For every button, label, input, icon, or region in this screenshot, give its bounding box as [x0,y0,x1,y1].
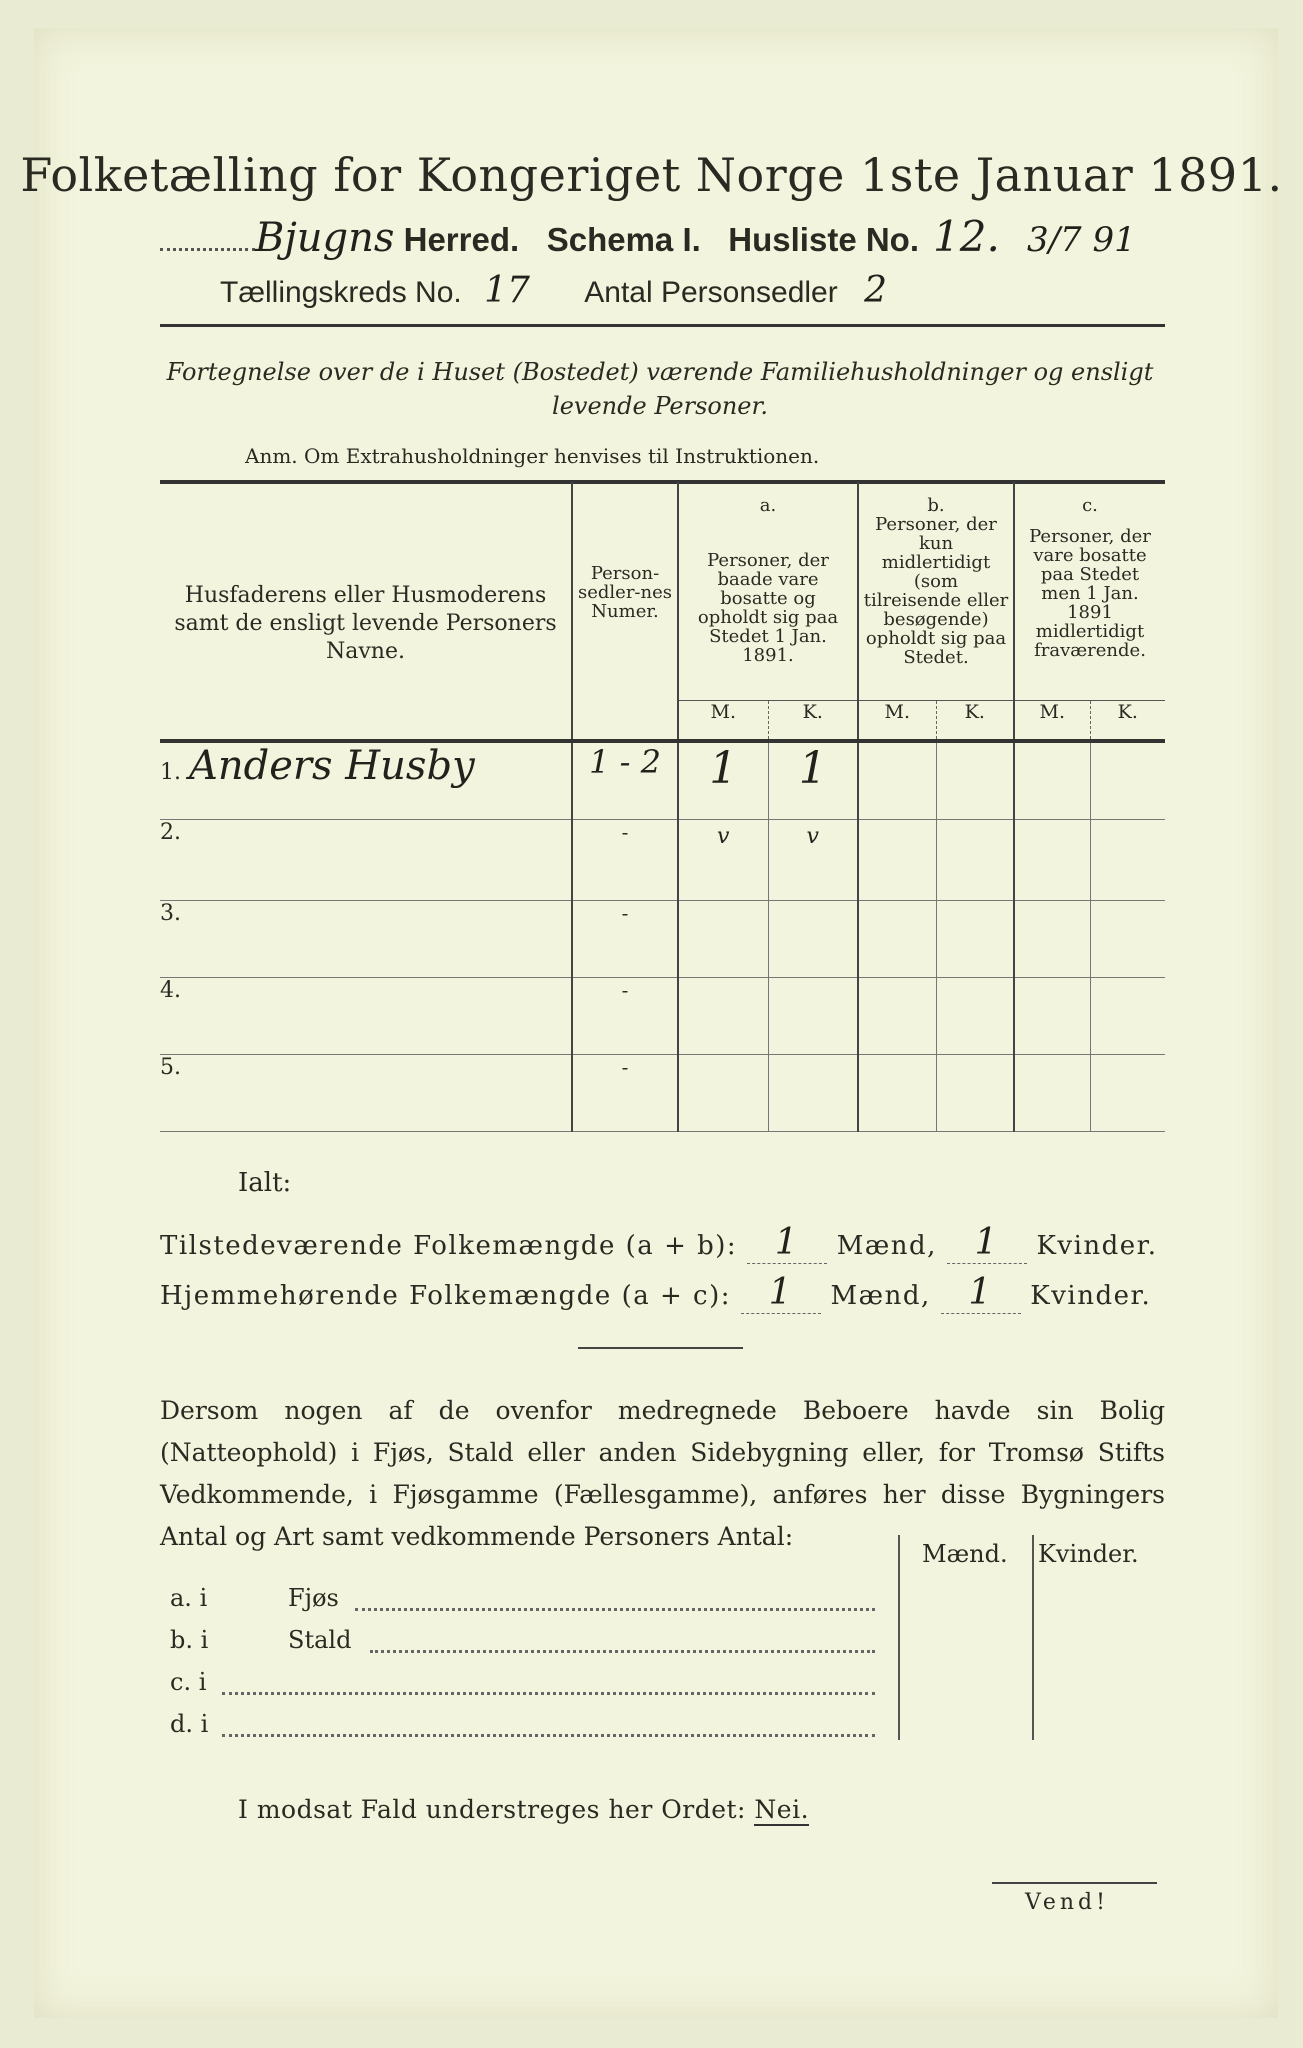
row-number: 1. [160,759,181,785]
col-a-header [678,482,858,700]
kvinder-label: Kvinder. [1036,1231,1158,1261]
row-number: 4. [160,977,181,1003]
table-row [160,743,1165,820]
buildings-maend-header: Mænd. [922,1540,1008,1568]
building-row-dots [222,1734,875,1737]
row-number: 2. [160,819,181,845]
buildings-divider-2 [1032,1535,1034,1740]
antal-value: 2 [864,270,887,311]
person-numer: - [572,1054,678,1131]
a-m-check: v [678,819,768,900]
herred-label: Herred. [403,221,520,258]
antal-label: Antal Personsedler [584,276,838,309]
table-row [160,900,1165,977]
person-numer: - [572,819,678,900]
building-row-letter: b. i [170,1626,209,1654]
col-name-header: Husfaderens eller Husmoderens samt de ensligt levende Personers Navne. [174,583,557,664]
building-row-letter: a. i [170,1584,208,1612]
b-m-header: M. [858,700,936,741]
date-note: 3/7 91 [1026,220,1136,260]
a-k-header: K. [768,700,858,741]
table-row [160,977,1165,1054]
person-numer: 1 - 2 [572,743,678,820]
tilstede-label: Tilstedeværende Folkemængde (a + b): [160,1231,738,1261]
col-c-text: Personer, der vare bosatte paa Stedet men 1 Jan. 1891 midlertidigt fraværende. [1029,526,1151,661]
modsat-line [238,1795,809,1824]
building-row-letter: d. i [170,1710,209,1738]
col-a-letter: a. [759,495,777,516]
kreds-value: 17 [484,270,530,311]
herred-line [160,212,1136,261]
c-m-header: M. [1014,700,1090,741]
b-k-header: K. [936,700,1014,741]
a-k-check: v [768,819,858,900]
header-rule [160,324,1165,327]
hjemme-label: Hjemmehørende Folkemængde (a + c): [160,1281,731,1311]
schema-label: Schema I. [546,221,701,258]
building-row-label: Fjøs [288,1584,339,1612]
a-k-value: 1 [768,743,858,820]
modsat-text: I modsat Fald understreges her Ordet: [238,1795,746,1824]
sidebygning-paragraph: Dersom nogen af de ovenfor medregnede Beboere havde sin Bolig (Natteophold) i Fjøs, Stald eller anden Sidebygning eller, for Tromsø Stifts Vedkommende, i Fjøsgamme (Fællesgamme), anføres her disse Bygningers Antal og Art samt vedkommende Personers Antal: [160,1396,1165,1551]
separator-rule [578,1347,743,1349]
maend-label: Mænd, [830,1281,931,1311]
col-b-letter: b. [927,495,945,516]
tilstede-row [160,1222,1158,1264]
herred-dots [160,248,255,251]
a-m-header: M. [678,700,768,741]
col-a-text: Personer, der baade vare bosatte og opholdt sig paa Stedet 1 Jan. 1891. [697,550,839,666]
hjemme-row [160,1272,1151,1314]
person-numer: - [572,977,678,1054]
col-b-header [858,482,1014,700]
building-row-dots [222,1692,875,1695]
nei-word: Nei. [754,1795,810,1824]
person-name: Anders Husby [189,742,475,789]
col-c-header [1014,482,1165,700]
kvinder-label: Kvinder. [1030,1281,1152,1311]
tilstede-k: 1 [947,1222,1027,1264]
hjemme-m: 1 [741,1272,821,1314]
col-b-text: Personer, der kun midlertidigt (som tilreisende eller besøgende) opholdt sig paa Stedet. [863,514,1009,668]
vend-text: Vend! [1025,1890,1109,1915]
table-row [160,1054,1165,1131]
buildings-divider-1 [898,1535,900,1740]
intro-text: Fortegnelse over de i Huset (Bostedet) værende Familiehusholdninger og ensligt levende Personer. [166,358,1154,420]
herred-value: Bjugns [255,215,395,261]
kreds-label: Tællingskreds No. [220,276,462,309]
hjemme-k: 1 [941,1272,1021,1314]
vend-rule [992,1882,1157,1884]
col-c-letter: c. [1082,495,1098,516]
husliste-label: Husliste No. [728,221,919,258]
person-numer: - [572,900,678,977]
col-numer-header: Person-sedler-nes Numer. [572,482,678,700]
anm-note: Anm. Om Extrahusholdninger henvises til Instruktionen. [245,444,820,468]
tilstede-m: 1 [747,1222,827,1264]
row-number: 3. [160,900,181,926]
kreds-line [220,270,887,311]
building-row-dots [355,1608,875,1611]
husliste-value: 12. [933,212,1000,261]
c-k-header: K. [1090,700,1165,741]
ialt-label: Ialt: [238,1168,292,1198]
building-row-dots [370,1650,875,1653]
row-number: 5. [160,1054,181,1080]
building-row-label: Stald [288,1626,352,1654]
building-row-letter: c. i [170,1668,207,1696]
form-title: Folketælling for Kongeriget Norge 1ste Januar 1891. [20,148,1283,202]
mk-row [160,700,1165,741]
buildings-kvinder-header: Kvinder. [1038,1540,1139,1568]
a-m-value: 1 [678,743,768,820]
table-row [160,819,1165,900]
table-header-row [160,482,1165,700]
maend-label: Mænd, [836,1231,937,1261]
household-table [160,482,1165,1132]
